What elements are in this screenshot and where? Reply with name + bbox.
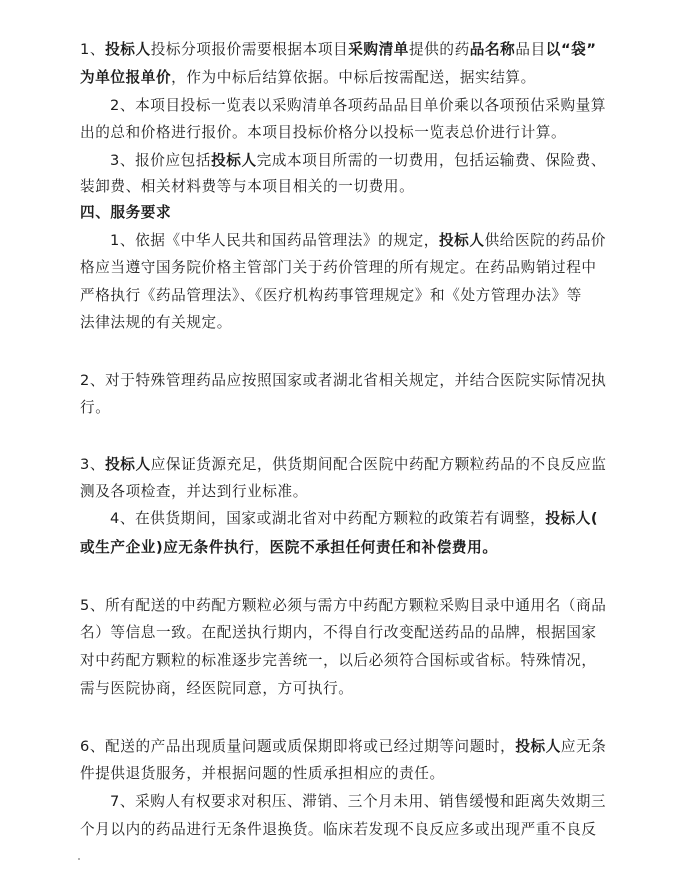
- p2-line2: 出的总和价格进行报价。本项目投标价格分以投标一览表总价进行计算。: [80, 124, 567, 141]
- p3-line2: 装卸费、相关材料费等与本项目相关的一切费用。: [80, 178, 415, 195]
- bold-text: 投标人: [211, 152, 257, 169]
- text: 提供的药: [409, 41, 470, 58]
- text: ，: [254, 539, 270, 556]
- bold-text: 投标人: [515, 738, 561, 755]
- text: 完成本项目所需的一切费用，包括运输费、保险费、: [256, 152, 607, 169]
- s7-line2: 个月以内的药品进行无条件退换货。临床若发现不良反应多或出现严重不良反: [80, 821, 597, 838]
- bold-text: 投标人: [105, 41, 151, 58]
- s3-line2: 测及各项检查，并达到行业标准。: [80, 483, 308, 500]
- bold-text: 投标人: [105, 456, 151, 473]
- bold-text: 或生产企业)应无条件执行: [80, 539, 255, 556]
- p2-line1: 2、本项目投标一览表以采购清单各项药品品目单价乘以各项预估采购量算: [110, 97, 607, 114]
- bold-text: 投标人: [438, 232, 485, 249]
- bold-text: 品名称: [469, 41, 516, 58]
- scan-speck: [78, 858, 80, 860]
- s4-line2: [80, 538, 498, 558]
- s2-line1: 2、对于特殊管理药品应按照国家或者湖北省相关规定，并结合医院实际情况执: [80, 372, 607, 389]
- s1-line4: 法律法规的有关规定。: [80, 314, 232, 331]
- bold-text: 以“袋”: [545, 41, 597, 58]
- s5-line3: 对中药配方颗粒的标准逐步完善统一，以后必须符合国标或省标。特殊情况，: [80, 652, 597, 669]
- p1-line2: [80, 68, 536, 88]
- s5-line2: 名）等信息一致。在配送执行期内，不得自行改变配送药品的品牌，根据国家: [80, 624, 597, 641]
- s4-line1: [110, 509, 598, 529]
- s7-line1: 7、采购人有权要求对积压、滞销、三个月未用、销售缓慢和距离失效期三: [110, 793, 607, 810]
- text: 3、报价应包括: [110, 152, 212, 169]
- s6-line2: 件提供退货服务，并根据问题的性质承担相应的责任。: [80, 765, 445, 782]
- bold-text: 医院不承担任何责任和补偿费用。: [269, 539, 498, 556]
- text: 投标分项报价需要根据本项目: [150, 41, 349, 58]
- text: 1、: [80, 41, 106, 58]
- p1-line1: [80, 40, 597, 60]
- bold-text: 采购清单: [348, 41, 409, 58]
- text: 1、依据《中华人民共和国药品管理法》的规定，: [110, 232, 439, 249]
- s5-line1: 5、所有配送的中药配方颗粒必须与需方中药配方颗粒采购目录中通用名（商品: [80, 597, 607, 614]
- text: 品目: [515, 41, 546, 58]
- text: 供给医院的药品价: [484, 232, 607, 249]
- section-title: 四、服务要求: [80, 204, 172, 221]
- s3-line1: [80, 455, 607, 475]
- text: ，作为中标后结算依据。中标后按需配送，据实结算。: [171, 69, 536, 86]
- s1-line1: [110, 231, 606, 251]
- text: 应保证货源充足，供货期间配合医院中药配方颗粒药品的不良反应监: [150, 456, 607, 473]
- s2-line2: 行。: [80, 399, 111, 416]
- bold-text: 为单位报单价: [80, 69, 172, 86]
- text: 应无条: [560, 738, 607, 755]
- text: 6、配送的产品出现质量问题或质保期即将或已经过期等问题时，: [80, 738, 516, 755]
- s5-line4: 需与医院协商，经医院同意，方可执行。: [80, 680, 354, 697]
- p3-line1: [110, 151, 606, 171]
- bold-text: 投标人(: [545, 510, 599, 527]
- text: 3、: [80, 456, 106, 473]
- s1-line3: 严格执行《药品管理法》、《医疗机构药事管理规定》和《处方管理办法》等: [80, 287, 582, 304]
- text: 4、在供货期间，国家或湖北省对中药配方颗粒的政策若有调整，: [110, 510, 546, 527]
- s6-line1: [80, 737, 607, 757]
- s1-line2: 格应当遵守国务院价格主管部门关于药价管理的所有规定。在药品购销过程中: [80, 259, 597, 276]
